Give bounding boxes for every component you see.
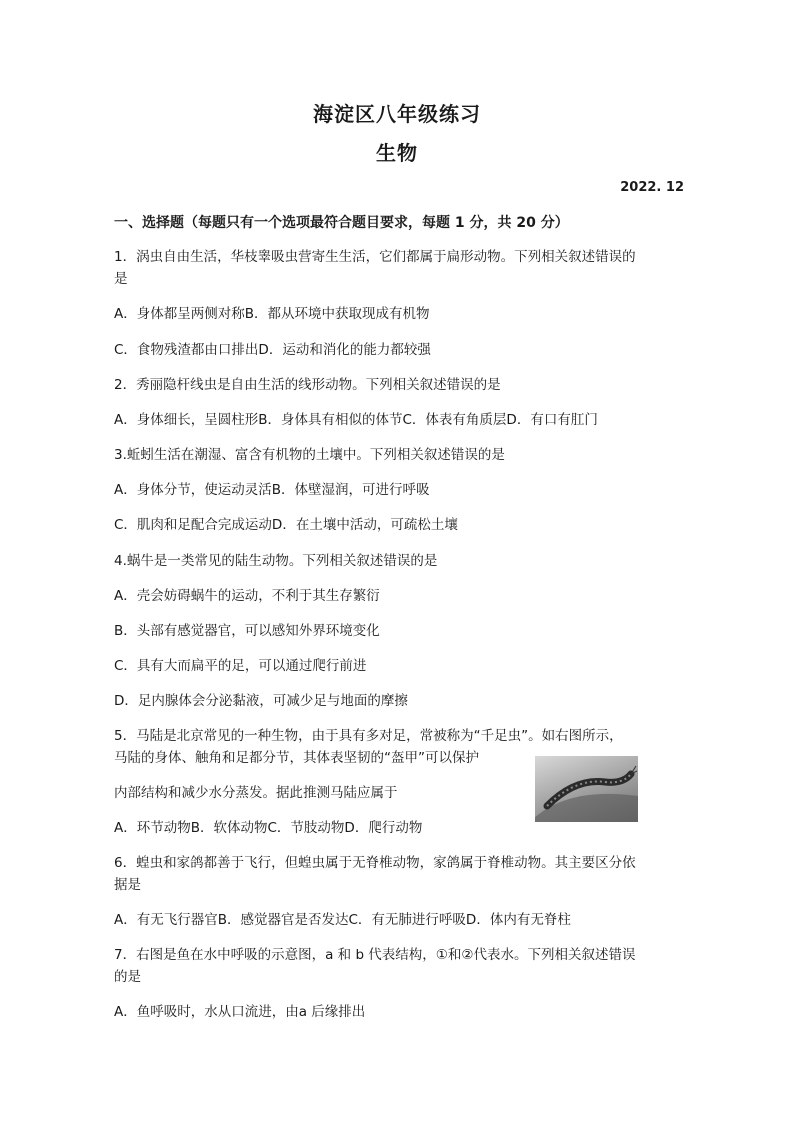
question-text: 马陆的身体、触角和足都分节，其体表坚韧的“盔甲”可以保护 bbox=[114, 750, 479, 766]
answer-option: C．肌肉和足配合完成运动D．在土壤中活动，可疏松土壤 bbox=[114, 517, 458, 533]
answer-option: C．食物残渣都由口排出D．运动和消化的能力都较强 bbox=[114, 342, 431, 358]
answer-option: A．身体分节，使运动灵活B．体壁湿润，可进行呼吸 bbox=[114, 482, 430, 498]
question-text: 6．蝗虫和家鸽都善于飞行，但蝗虫属于无脊椎动物，家鸽属于脊椎动物。其主要区分依 bbox=[114, 855, 636, 871]
answer-option: D．足内腺体会分泌黏液，可减少足与地面的摩擦 bbox=[114, 693, 408, 709]
answer-option: A．环节动物B．软体动物C．节肢动物D．爬行动物 bbox=[114, 820, 423, 836]
answer-option: A．身体细长，呈圆柱形B．身体具有相似的体节C．体表有角质层D．有口有肛门 bbox=[114, 412, 598, 428]
exam-date: 2022. 12 bbox=[620, 180, 684, 195]
answer-option: B．头部有感觉器官，可以感知外界环境变化 bbox=[114, 623, 380, 639]
answer-option: A．鱼呼吸时，水从口流进，由a 后缘排出 bbox=[114, 1004, 366, 1020]
question-text: 5．马陆是北京常见的一种生物，由于具有多对足，常被称为“千足虫”。如右图所示， bbox=[114, 728, 623, 744]
question-text: 2．秀丽隐杆线虫是自由生活的线形动物。下列相关叙述错误的是 bbox=[114, 377, 501, 393]
answer-option: C．具有大而扁平的足，可以通过爬行前进 bbox=[114, 658, 367, 674]
question-text: 4.蜗牛是一类常见的陆生动物。下列相关叙述错误的是 bbox=[114, 553, 438, 569]
exam-title: 海淀区八年级练习 bbox=[313, 102, 481, 126]
question-text: 据是 bbox=[114, 877, 141, 893]
millipede-illustration bbox=[535, 756, 638, 822]
question-text: 内部结构和减少水分蒸发。据此推测马陆应属于 bbox=[114, 785, 398, 801]
question-text: 1．涡虫自由生活，华枝睾吸虫营寄生生活，它们都属于扁形动物。下列相关叙述错误的 bbox=[114, 249, 636, 265]
subject-title: 生物 bbox=[376, 141, 418, 165]
question-text: 3.蚯蚓生活在潮湿、富含有机物的土壤中。下列相关叙述错误的是 bbox=[114, 447, 505, 463]
question-text: 的是 bbox=[114, 969, 141, 985]
answer-option: A．有无飞行器官B．感觉器官是否发达C．有无肺进行呼吸D．体内有无脊柱 bbox=[114, 912, 571, 928]
question-text: 7．右图是鱼在水中呼吸的示意图，a 和 b 代表结构，①和②代表水。下列相关叙述错误 bbox=[114, 947, 636, 963]
answer-option: A．身体都呈两侧对称B．都从环境中获取现成有机物 bbox=[114, 306, 430, 322]
section-heading: 一、选择题（每题只有一个选项最符合题目要求，每题 1 分，共 20 分） bbox=[114, 215, 569, 231]
answer-option: A．壳会妨碍蜗牛的运动，不利于其生存繁衍 bbox=[114, 588, 380, 604]
question-text: 是 bbox=[114, 271, 128, 287]
millipede-photo bbox=[535, 756, 638, 822]
